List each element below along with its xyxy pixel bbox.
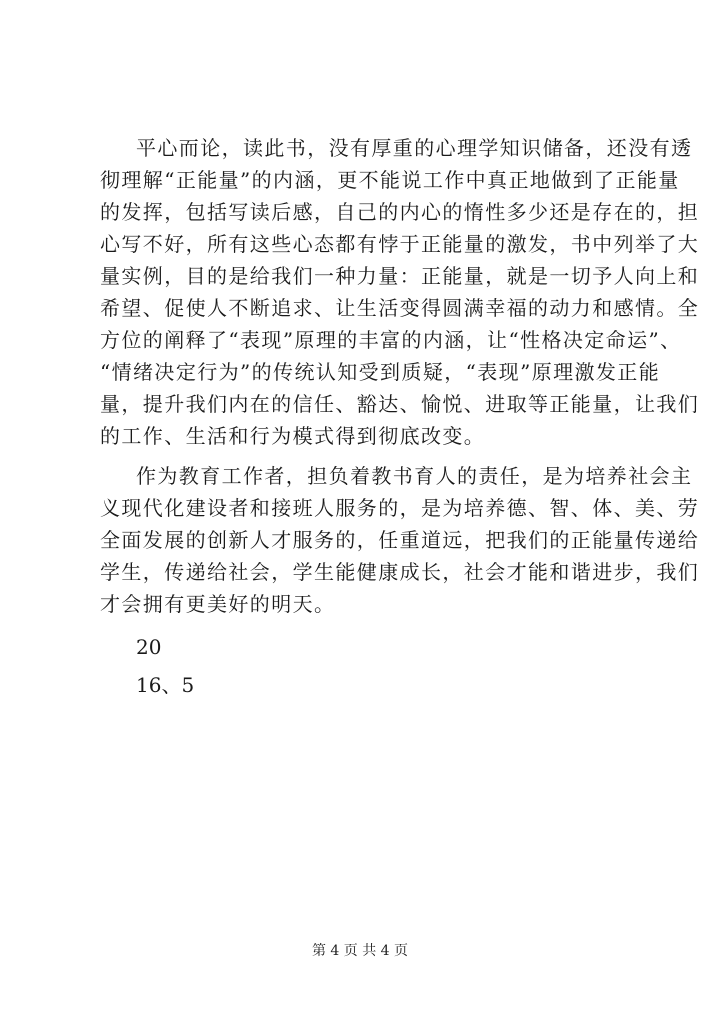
text-line: 心写不好，所有这些心态都有悖于正能量的激发，书中列举了大 xyxy=(100,232,700,256)
paragraph-2 xyxy=(100,460,700,620)
trailing-line: 16、5 xyxy=(136,673,195,697)
text-line: “情绪决定行为”的传统认知受到质疑，“表现”原理激发正能 xyxy=(100,360,661,384)
text-line: 的工作、生活和行为模式得到彻底改变。 xyxy=(100,424,486,448)
text-line: 才会拥有更美好的明天。 xyxy=(100,592,336,616)
text-line: 作为教育工作者，担负着教书育人的责任，是为培养社会主 xyxy=(136,464,693,488)
text-line: 彻理解“正能量”的内涵，更不能说工作中真正地做到了正能量 xyxy=(100,168,680,192)
text-line: 希望、促使人不断追求、让生活变得圆满幸福的动力和感情。全 xyxy=(100,296,700,320)
trailing-line: 20 xyxy=(136,635,162,659)
text-line: 平心而论，读此书，没有厚重的心理学知识储备，还没有透 xyxy=(136,136,693,160)
text-line: 量实例，目的是给我们一种力量：正能量，就是一切予人向上和 xyxy=(100,264,700,288)
text-line: 全面发展的创新人才服务的，任重道远，把我们的正能量传递给 xyxy=(100,528,700,552)
page-number-footer: 第 4 页 共 4 页 xyxy=(311,943,409,959)
text-line: 方位的阐释了“表现”原理的丰富的内涵，让“性格决定命运”、 xyxy=(100,328,682,352)
text-line: 义现代化建设者和接班人服务的，是为培养德、智、体、美、劳 xyxy=(100,496,700,520)
paragraph-1 xyxy=(100,132,700,452)
text-line: 学生，传递给社会，学生能健康成长，社会才能和谐进步，我们 xyxy=(100,560,700,584)
text-line: 量，提升我们内在的信任、豁达、愉悦、进取等正能量，让我们 xyxy=(100,392,700,416)
document-body xyxy=(100,132,700,704)
text-line: 的发挥，包括写读后感，自己的内心的惰性多少还是存在的，担 xyxy=(100,200,700,224)
